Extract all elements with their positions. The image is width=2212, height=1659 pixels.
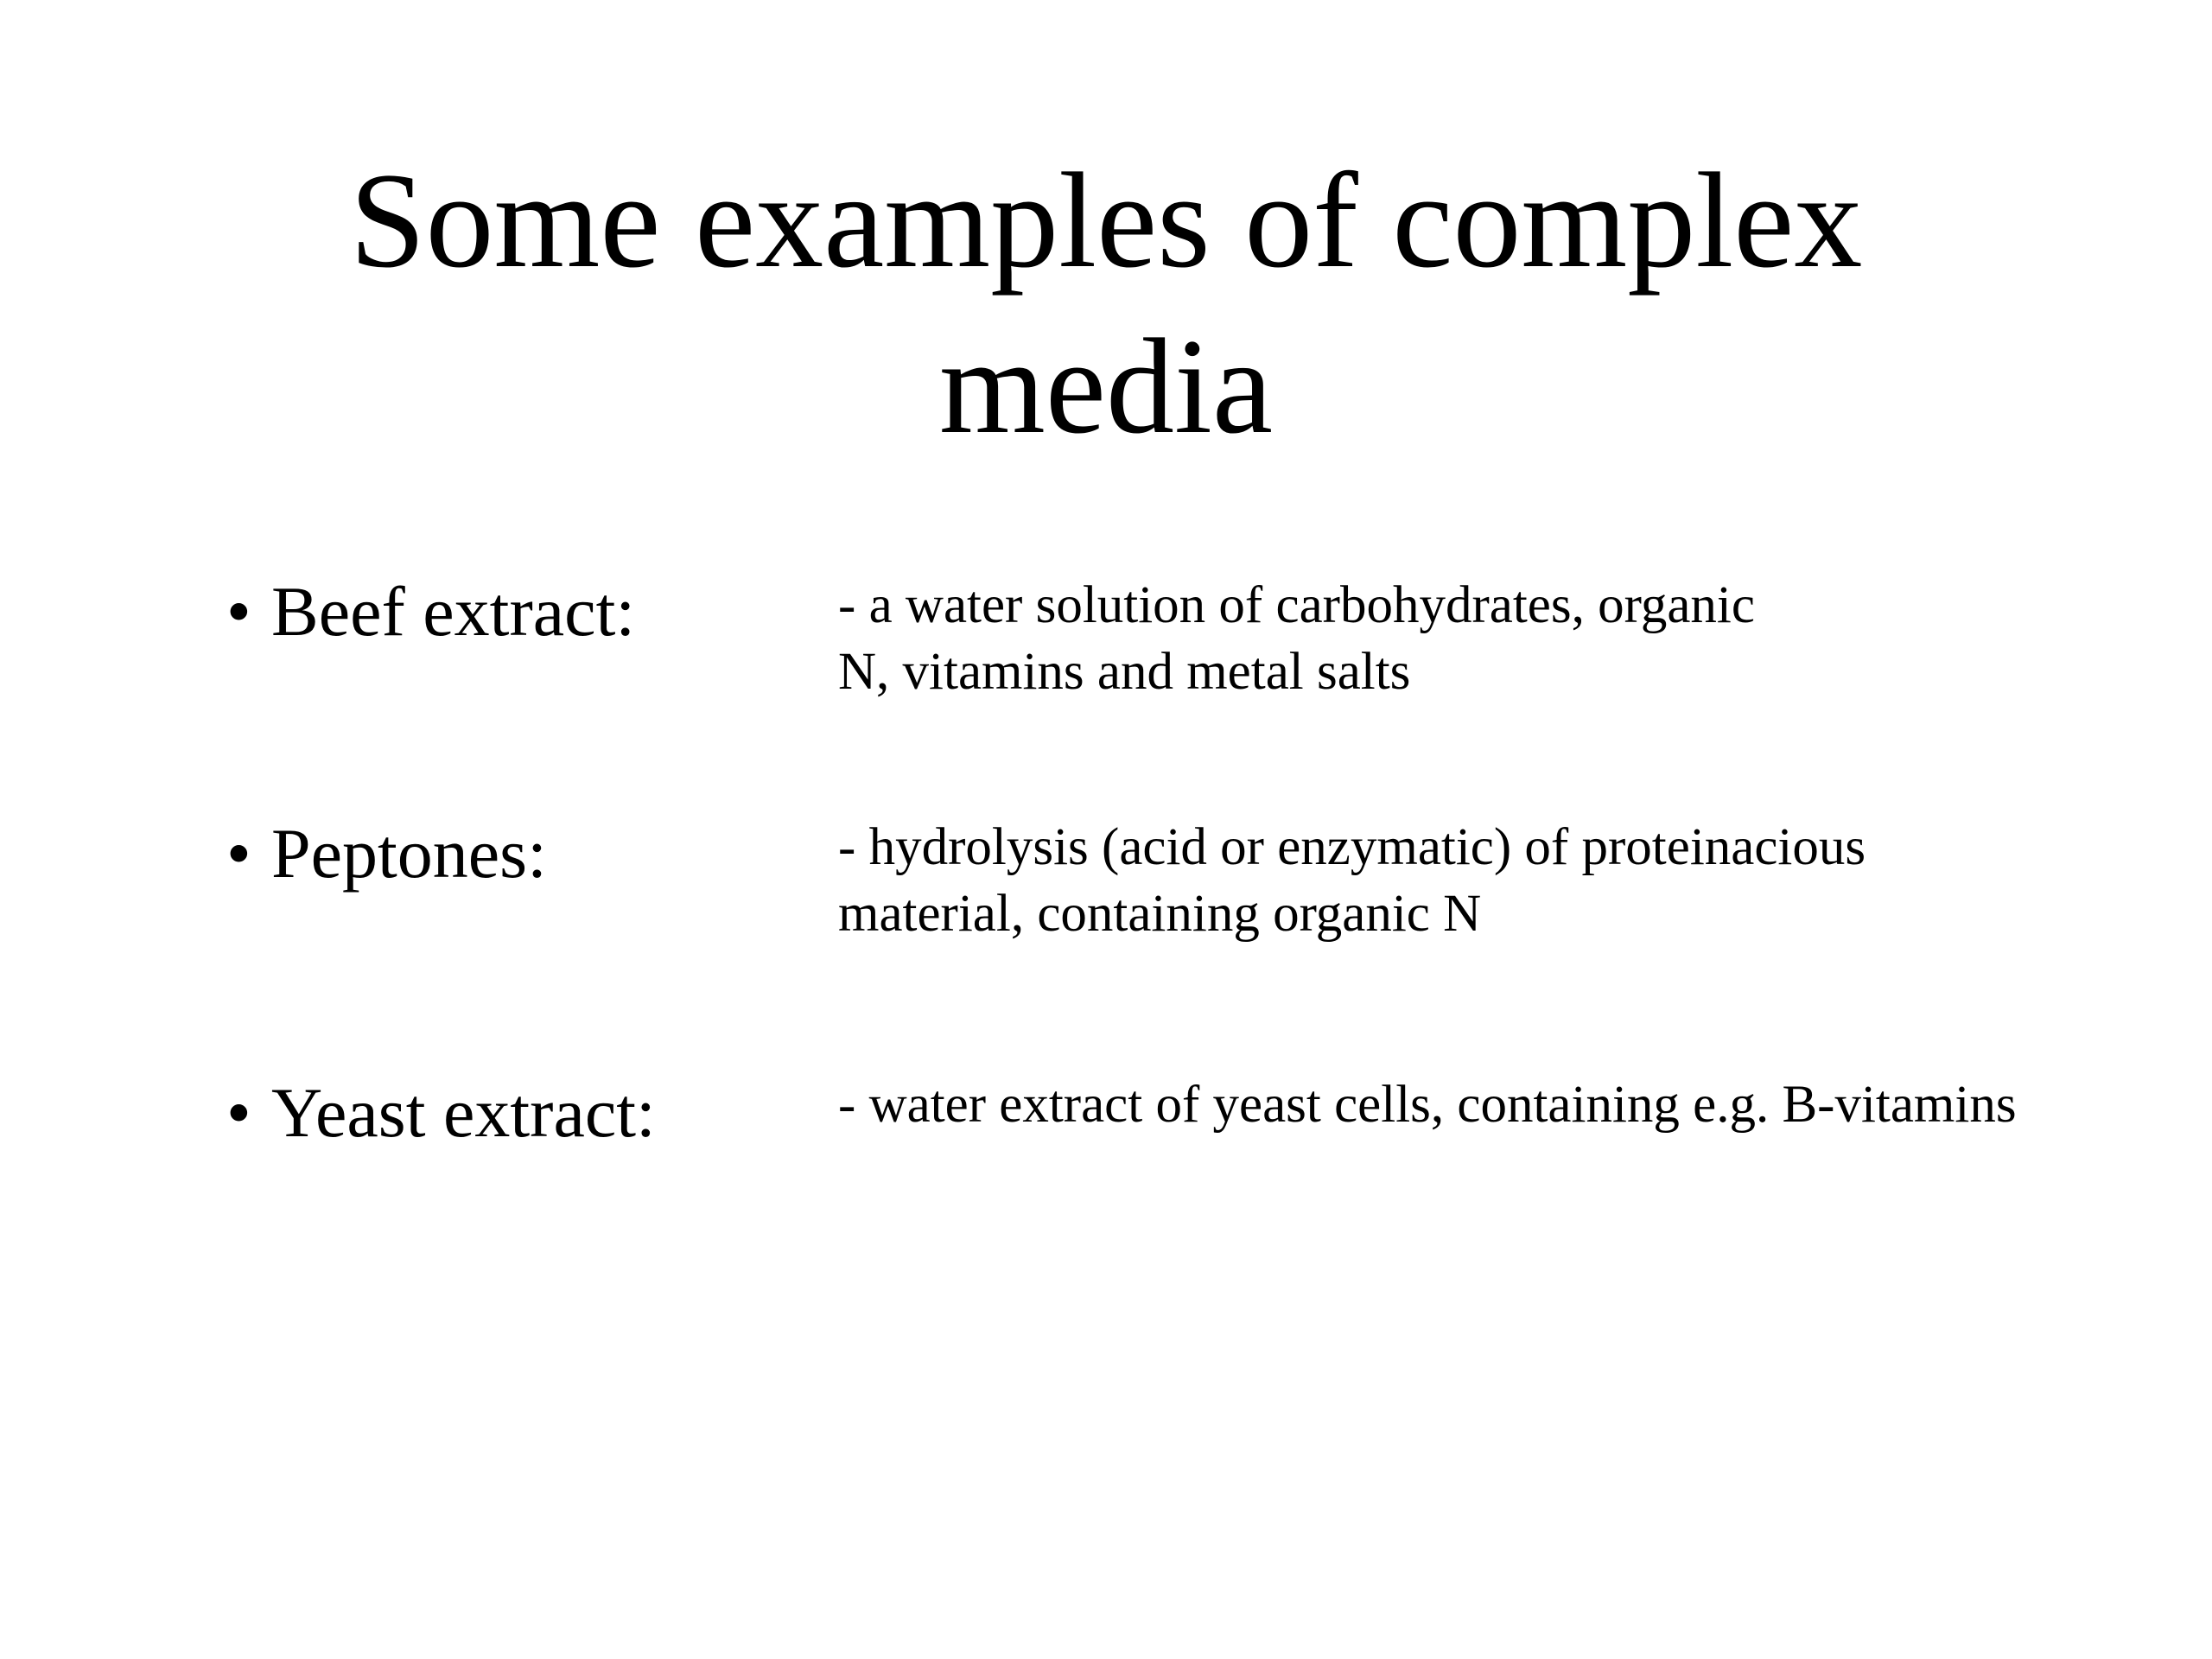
description-line: - hydrolysis (acid or enzymatic) of proteinacious	[838, 818, 1866, 876]
bullet-item-peptones	[226, 812, 547, 895]
description-line: - a water solution of carbohydrates, organic	[838, 576, 1755, 634]
bullet-icon: •	[226, 814, 251, 893]
description-beef-extract	[838, 572, 1755, 705]
description-line: - water extract of yeast cells, containing e.g. B-vitamins	[838, 1076, 2017, 1134]
bullet-item-beef-extract	[226, 570, 635, 653]
slide-title	[0, 138, 2212, 470]
slide-title-line-1: Some examples of complex	[349, 145, 1863, 296]
description-yeast-extract	[838, 1071, 2017, 1138]
term-label: Peptones:	[271, 814, 547, 893]
bullet-icon: •	[226, 572, 251, 651]
description-line: material, containing organic N	[838, 885, 1482, 943]
term-label: Beef extract:	[271, 572, 636, 651]
description-peptones	[838, 814, 1866, 947]
bullet-item-yeast-extract	[226, 1071, 656, 1154]
description-line: N, vitamins and metal salts	[838, 643, 1411, 701]
bullet-icon: •	[226, 1073, 251, 1152]
slide-title-line-2: media	[938, 311, 1274, 462]
term-label: Yeast extract:	[271, 1073, 656, 1152]
